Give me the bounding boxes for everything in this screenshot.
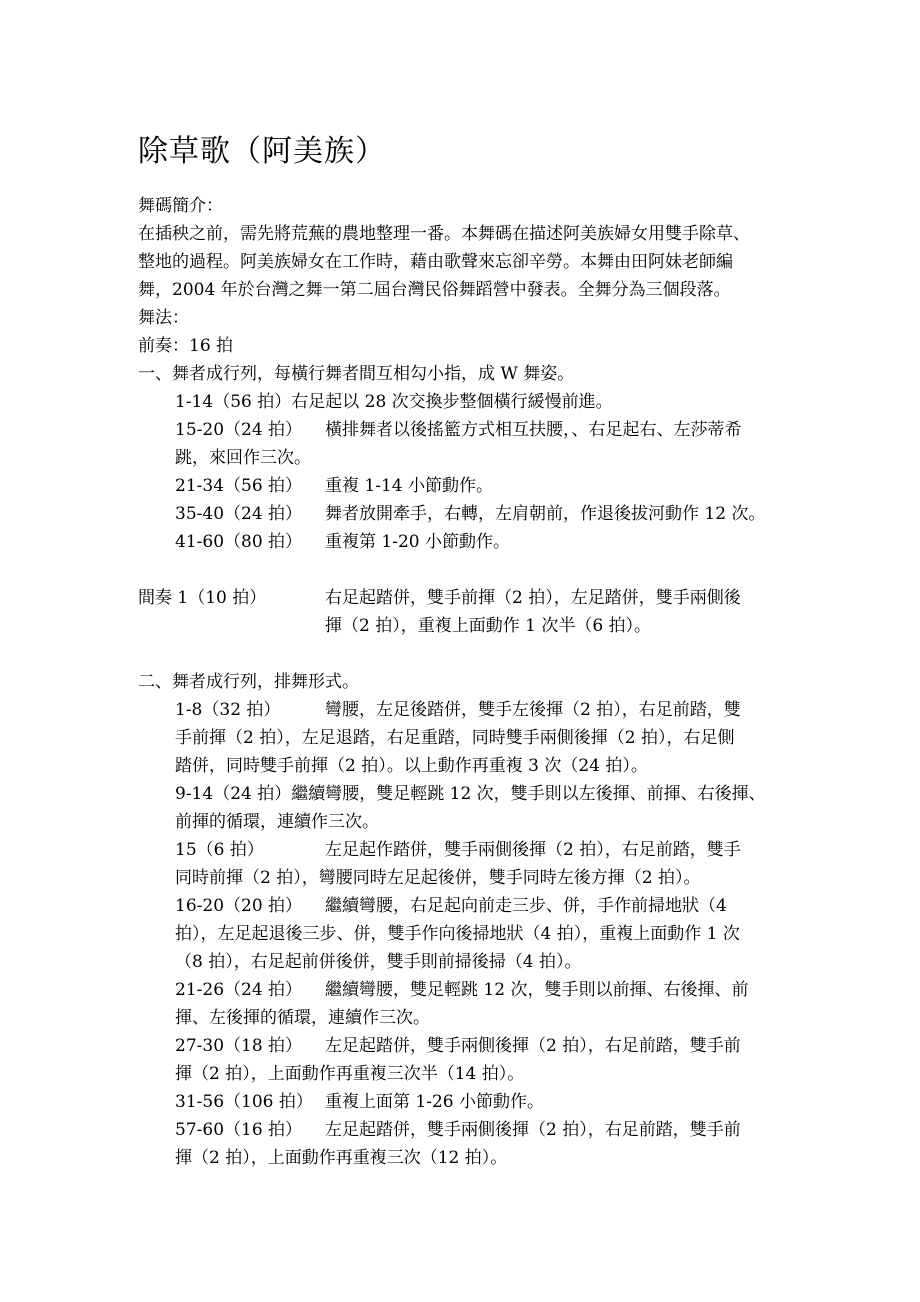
step-label: 31-56（106 拍） xyxy=(175,1092,313,1112)
interlude-row xyxy=(138,585,741,611)
prelude: 前奏：16 拍 xyxy=(138,336,234,356)
step-text: 彎腰，左足後踏併，雙手左後揮（2 拍），右足前踏，雙 xyxy=(325,700,741,720)
step-row xyxy=(175,417,742,443)
step-text: 繼續彎腰，右足起向前走三步、併，手作前掃地狀（4 xyxy=(325,896,727,916)
intro-line: 在插秧之前，需先將荒蕪的農地整理一番。本舞碼在描述阿美族婦女用雙手除草、 xyxy=(138,224,750,244)
step-text-cont: 揮、左後揮的循環，連續作三次。 xyxy=(175,1008,430,1028)
step-label: 16-20（20 拍） xyxy=(175,896,303,916)
step-row xyxy=(175,529,510,555)
step-text: 右足起以 28 次交換步整個橫行緩慢前進。 xyxy=(291,392,613,412)
interlude-text: 右足起踏併，雙手前揮（2 拍），左足踏併，雙手兩側後 xyxy=(325,588,741,608)
step-text: 繼續彎腰，雙足輕跳 12 次，雙手則以前揮、右後揮、前 xyxy=(325,980,749,1000)
step-text: 繼續彎腰，雙足輕跳 12 次，雙手則以左後揮、前揮、右後揮、 xyxy=(291,784,766,804)
step-text-cont: 同時前揮（2 拍），彎腰同時左足起後併，雙手同時左後方揮（2 拍）。 xyxy=(175,868,701,888)
step-label: 27-30（18 拍） xyxy=(175,1036,303,1056)
step-text-cont: 揮（2 拍），上面動作再重複三次（12 拍）。 xyxy=(175,1148,508,1168)
step-text: 重複第 1-20 小節動作。 xyxy=(325,532,510,552)
step-text-cont: 拍），左足起退後三步、併，雙手作向後掃地狀（4 拍），重複上面動作 1 次 xyxy=(175,924,740,944)
part1-heading: 一、舞者成行列，每橫行舞者間互相勾小指，成 W 舞姿。 xyxy=(138,364,575,384)
step-text: 重複 1-14 小節動作。 xyxy=(325,476,493,496)
step-label: 9-14（24 拍） xyxy=(175,784,292,804)
step-row xyxy=(175,893,727,919)
step-text-cont: 前揮的循環，連續作三次。 xyxy=(175,812,379,832)
step-text-cont: 踏併，同時雙手前揮（2 拍）。以上動作再重複 3 次（24 拍）。 xyxy=(175,756,648,776)
step-label: 41-60（80 拍） xyxy=(175,532,303,552)
interlude-label: 間奏 1（10 拍） xyxy=(138,588,267,608)
step-row xyxy=(175,697,741,723)
step-text-cont: （8 拍），右足起前併後併，雙手則前掃後掃（4 拍）。 xyxy=(175,952,582,972)
step-label: 21-34（56 拍） xyxy=(175,476,303,496)
step-label: 57-60（16 拍） xyxy=(175,1120,303,1140)
step-text: 左足起作踏併，雙手兩側後揮（2 拍），右足前踏，雙手 xyxy=(325,840,741,860)
intro-heading: 舞碼簡介： xyxy=(138,196,223,216)
step-text-cont: 揮（2 拍），上面動作再重複三次半（14 拍）。 xyxy=(175,1064,525,1084)
step-label: 15-20（24 拍） xyxy=(175,420,303,440)
step-text-cont: 跳，來回作三次。 xyxy=(175,448,311,468)
step-text: 重複上面第 1-26 小節動作。 xyxy=(325,1092,544,1112)
step-text: 橫排舞者以後搖籃方式相互扶腰，、右足起右、左莎蒂希 xyxy=(325,420,742,440)
step-text: 左足起踏併，雙手兩側後揮（2 拍），右足前踏，雙手前 xyxy=(325,1036,741,1056)
step-label: 1-14（56 拍） xyxy=(175,392,292,412)
step-row xyxy=(175,389,613,415)
step-label: 35-40（24 拍） xyxy=(175,504,303,524)
part2-heading: 二、舞者成行列，排舞形式。 xyxy=(138,672,359,692)
step-label: 15（6 拍） xyxy=(175,840,264,860)
step-row xyxy=(175,1089,544,1115)
intro-line: 整地的過程。阿美族婦女在工作時，藉由歌聲來忘卻辛勞。本舞由田阿妹老師編 xyxy=(138,252,733,272)
step-row xyxy=(175,501,765,527)
step-text: 左足起踏併，雙手兩側後揮（2 拍），右足前踏，雙手前 xyxy=(325,1120,741,1140)
step-text: 舞者放開牽手，右轉，左肩朝前，作退後拔河動作 12 次。 xyxy=(325,504,766,524)
step-label: 21-26（24 拍） xyxy=(175,980,303,1000)
step-row xyxy=(175,473,493,499)
document-title: 除草歌（阿美族） xyxy=(138,134,386,169)
step-row xyxy=(175,1117,741,1143)
step-text-cont: 手前揮（2 拍），左足退踏，右足重踏，同時雙手兩側後揮（2 拍），右足側 xyxy=(175,728,735,748)
step-row xyxy=(175,1033,741,1059)
method-heading: 舞法： xyxy=(138,308,189,328)
interlude-text-cont: 揮（2 拍），重複上面動作 1 次半（6 拍）。 xyxy=(325,616,652,636)
step-row xyxy=(175,977,748,1003)
intro-line: 舞，2004 年於台灣之舞一第二屆台灣民俗舞蹈營中發表。全舞分為三個段落。 xyxy=(138,280,731,300)
step-row xyxy=(175,837,741,863)
step-row xyxy=(175,781,766,807)
step-label: 1-8（32 拍） xyxy=(175,700,281,720)
